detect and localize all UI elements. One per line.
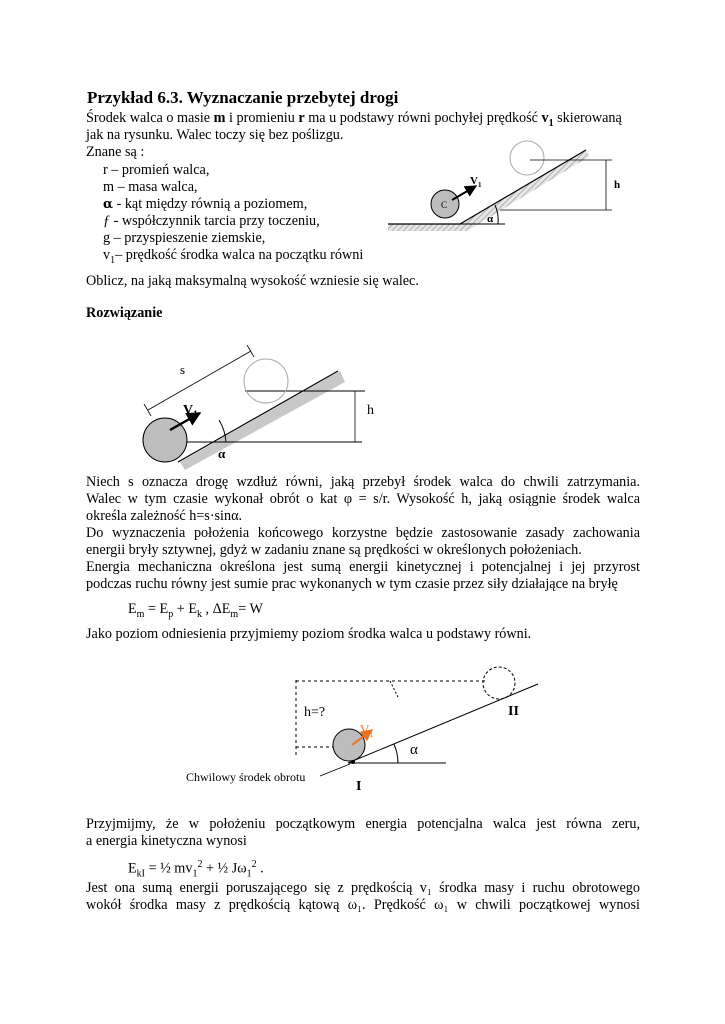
instant-center-point: [351, 760, 355, 764]
height-label: h: [367, 403, 374, 418]
page-title: Przykład 6.3. Wyznaczanie przebytej drogi: [87, 88, 399, 107]
velocity-label: $V_1$: [470, 175, 482, 189]
intro-text: skierowaną: [553, 110, 622, 126]
paragraph-line: Jest ona sumą energii poruszającego się z prędkością v₁ środka masy i ruchu obrotowego: [86, 880, 640, 896]
solution-heading: Rozwiązanie: [86, 305, 163, 321]
known-item: ƒ - współczynnik tarcia przy toczeniu,: [103, 213, 320, 229]
known-item: $v_1-$ prędkość środka walca na początku równi: [103, 247, 364, 266]
angle-label: α: [218, 446, 226, 461]
center-label: C: [441, 200, 448, 210]
distance-tick-start: [144, 404, 151, 416]
intro-radius-symbol: r: [298, 110, 305, 126]
position-label-I: I: [356, 779, 362, 794]
equation-energy: $E_m = E_p + E_k$ , $\Delta E_m= W$: [128, 601, 263, 620]
figure-2-incline: [143, 345, 374, 470]
intro-text: ma u podstawy równi pochyłej prędkość: [304, 110, 542, 126]
height-label: h: [614, 179, 621, 191]
velocity-label: $V_1$: [183, 403, 198, 419]
velocity-label: $V_1$: [360, 722, 374, 739]
paragraph-line: Energia mechaniczna określona jest sumą energii kinetycznej i potencjalnej i jej przyrost: [86, 559, 640, 575]
velocity-arrow: [452, 186, 476, 200]
question-text: Oblicz, na jaką maksymalną wysokość wzniesie się walec.: [86, 273, 419, 289]
known-item: r – promień walca,: [103, 162, 210, 178]
distance-label: s: [180, 362, 186, 377]
paragraph-line: a energia kinetyczna wynosi: [86, 833, 247, 849]
paragraph-line: określa zależność h=s·sinα.: [86, 508, 243, 524]
instant-center-leader: [320, 764, 350, 776]
path-dash: [390, 681, 398, 697]
known-item: m – masa walca,: [103, 179, 198, 195]
paragraph-line: Niech s oznacza drogę wzdłuż równi, jaką przebył środek walca do chwili zatrzymania.: [86, 474, 640, 490]
known-item: α - kąt między równią a poziomem,: [103, 196, 308, 212]
slope-line: [348, 684, 538, 763]
cylinder-final-position: [483, 667, 515, 699]
figure-3-incline: [186, 667, 538, 794]
distance-dimension: [148, 351, 251, 410]
angle-label: α: [487, 213, 494, 225]
paragraph-line: Do wyznaczenia położenia końcowego korzystne będzie zastosowanie zasady zachowania: [86, 525, 640, 541]
instant-center-label: Chwilowy środek obrotu: [186, 770, 306, 784]
angle-arc: [394, 744, 398, 763]
intro-line-2: jak na rysunku. Walec toczy się bez poślizgu.: [86, 127, 344, 143]
intro-line-3: Znane są :: [86, 144, 145, 160]
angle-label: α: [410, 742, 418, 758]
intro-mass-symbol: m: [213, 110, 226, 126]
equation-kinetic: $E_{kI}$ = ½ $mv_1^2$ + ½ $J\omega_1^2$ .: [128, 859, 264, 880]
position-label-II: II: [508, 704, 519, 719]
incline-shadow: [180, 371, 345, 470]
cylinder-final-ghost: [510, 141, 544, 175]
paragraph-line: wokół środka masy z prędkością kątową ω₁. Prędkość ω₁ w chwili początkowej wynosi: [86, 897, 640, 913]
slope-line: [178, 371, 338, 462]
cylinder-final-ghost: [244, 359, 288, 403]
known-item: g – przyspieszenie ziemskie,: [103, 230, 266, 246]
intro-velocity-symbol: $v_1$: [541, 110, 554, 129]
paragraph-line: Przyjmijmy, że w położeniu początkowym energia potencjalna walca jest równa zeru,: [86, 816, 640, 832]
height-label: h=?: [304, 705, 326, 720]
reference-level-text: Jako poziom odniesienia przyjmiemy poziom środka walca u podstawy równi.: [86, 626, 532, 642]
paragraph-line: Walec w tym czasie wykonał obrót o kat φ = s/r. Wysokość h, jaką osiągnie środek walca: [86, 491, 640, 507]
paragraph-line: energii bryły sztywnej, gdyż w zadaniu znane są prędkości w określonych położeniach.: [86, 542, 582, 558]
intro-text: i promieniu: [225, 110, 299, 126]
figure-1-incline: [388, 141, 620, 231]
paragraph-line: podczas ruchu równy jest sumie prac wykonanych w tym czasie przez siły działające na bryłę: [86, 576, 618, 592]
intro-text: Środek walca o masie: [86, 110, 214, 126]
